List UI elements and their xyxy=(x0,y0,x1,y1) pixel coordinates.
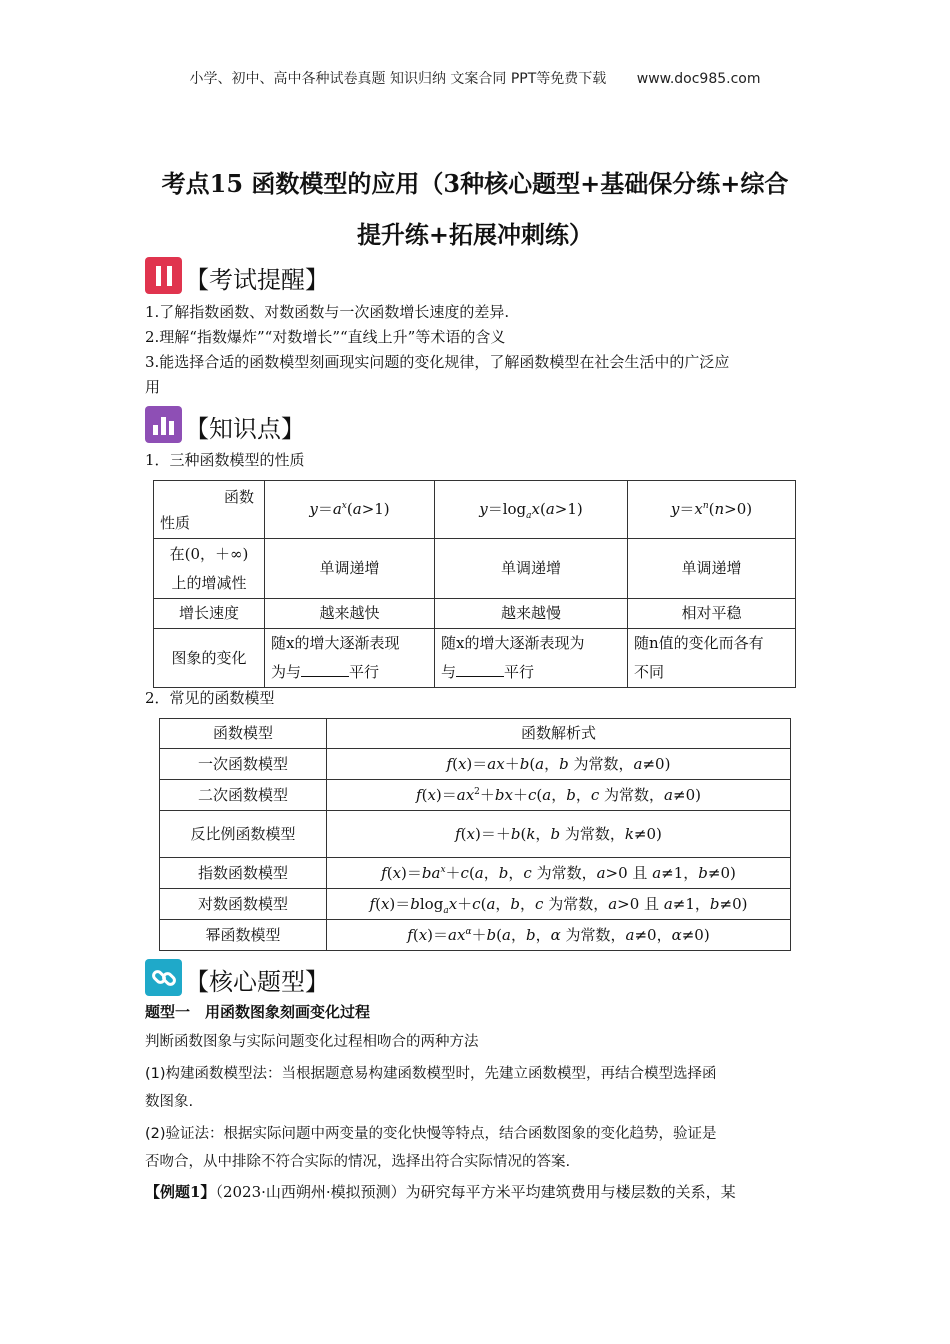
row-label-monotonic xyxy=(154,539,265,599)
formula-exponential: $f(x)=ba^x+c(a$，b，c 为常数，a>0 且 a≠1，b≠0) xyxy=(327,858,791,889)
row-label-line: 在(0，＋∞) xyxy=(169,544,249,563)
knowledge-label: 【知识点】 xyxy=(185,415,305,443)
method-line: (2)验证法：根据实际问题中两变量的变化快慢等特点，结合函数图象的变化趋势，验证是 xyxy=(145,1126,717,1142)
exam-item: 1.了解指数函数、对数函数与一次函数增长速度的差异. xyxy=(145,303,510,321)
model-name: 反比例函数模型 xyxy=(160,811,327,858)
corner-cell xyxy=(154,481,265,539)
page-header xyxy=(0,68,950,88)
model-name: 一次函数模型 xyxy=(160,749,327,780)
cell-line xyxy=(441,658,621,687)
cell-text: 为与 xyxy=(271,663,302,681)
properties-table xyxy=(153,480,796,688)
title-line-2: 提升练+拓展冲刺练） xyxy=(356,220,594,249)
cell-line: 随x的增大逐渐表现 xyxy=(271,634,400,652)
method-intro: 判断函数图象与实际问题变化过程相吻合的两种方法 xyxy=(145,1034,479,1050)
models-table xyxy=(159,718,791,951)
core-heading xyxy=(145,956,329,996)
exam-item: 2.理解“指数爆炸”“对数增长”“直线上升”等术语的含义 xyxy=(145,328,506,346)
page-title xyxy=(100,158,850,260)
table-cell: 单调递增 xyxy=(265,539,435,599)
cell-text: 平行 xyxy=(349,663,380,681)
fill-blank xyxy=(301,662,349,677)
header-url[interactable]: www.doc985.com xyxy=(636,71,761,87)
col-head-formula: 函数解析式 xyxy=(327,719,791,749)
exam-reminder-label: 【考试提醒】 xyxy=(185,266,329,294)
model-name: 对数函数模型 xyxy=(160,889,327,920)
model-name: 二次函数模型 xyxy=(160,780,327,811)
cell-text: 与 xyxy=(441,663,457,681)
header-exp: $y=a^x(a>1)$ xyxy=(265,481,435,539)
change-power-cell xyxy=(628,629,796,688)
core-label: 【核心题型】 xyxy=(185,968,329,996)
knowledge-heading xyxy=(145,403,305,443)
row-label-line: 上的增减性 xyxy=(171,573,247,592)
table-cell: 相对平稳 xyxy=(628,599,796,629)
method-line: 数图象. xyxy=(145,1094,194,1110)
formula-power: $f(x)=ax^\alpha+b(a$，b，α 为常数，a≠0，α≠0) xyxy=(327,920,791,951)
change-exp-cell xyxy=(265,629,435,688)
method-line: 否吻合，从中排除不符合实际的情况，选择出符合实际情况的答案. xyxy=(145,1154,571,1170)
title-line-1: 考点15 函数模型的应用（3种核心题型+基础保分练+综合 xyxy=(161,169,789,198)
change-log-cell xyxy=(435,629,628,688)
header-log: $y=\log_ax(a>1)$ xyxy=(435,481,628,539)
method-1 xyxy=(145,1060,815,1116)
formula-logarithmic: f(x)＝blog$_a$x＋c(a，b，c 为常数，a>0 且 a≠1，b≠0) xyxy=(327,889,791,920)
cell-line: 不同 xyxy=(634,663,665,681)
fill-blank xyxy=(456,662,504,677)
exam-item: 3.能选择合适的函数模型刻画现实问题的变化规律，了解函数模型在社会生活中的广泛应 xyxy=(145,353,730,371)
col-head-model: 函数模型 xyxy=(160,719,327,749)
corner-bottom: 性质 xyxy=(160,513,191,532)
formula-inverse: f(x)＝＋b(k，b 为常数，k≠0) xyxy=(327,811,791,858)
exam-reminder-heading xyxy=(145,254,329,294)
method-2 xyxy=(145,1120,815,1176)
header-power: $y=x^n(n>0)$ xyxy=(628,481,796,539)
method-line: (1)构建函数模型法：当根据题意易构建函数模型时，先建立函数模型，再结合模型选择函 xyxy=(145,1066,717,1082)
example-1 xyxy=(145,1180,815,1205)
table-cell: 越来越慢 xyxy=(435,599,628,629)
table-cell: 单调递增 xyxy=(628,539,796,599)
link-icon xyxy=(145,959,182,996)
exam-item: 用 xyxy=(145,378,161,396)
cell-line: 随n值的变化而各有 xyxy=(634,634,764,652)
table1-heading: 1．三种函数模型的性质 xyxy=(145,451,305,469)
table-cell: 单调递增 xyxy=(435,539,628,599)
bar-chart-icon xyxy=(145,406,182,443)
row-label-speed: 增长速度 xyxy=(154,599,265,629)
table2-heading: 2．常见的函数模型 xyxy=(145,689,275,707)
table-cell: 越来越快 xyxy=(265,599,435,629)
cell-line: 随x的增大逐渐表现为 xyxy=(441,634,585,652)
example-text: （2023·山西朔州·模拟预测）为研究每平方米平均建筑费用与楼层数的关系，某 xyxy=(215,1183,736,1201)
formula-linear: f(x)＝ax＋b(a，b 为常数，a≠0) xyxy=(327,749,791,780)
model-name: 指数函数模型 xyxy=(160,858,327,889)
example-label: 【例题1】 xyxy=(145,1183,216,1201)
cell-text: 平行 xyxy=(504,663,535,681)
pause-icon xyxy=(145,257,182,294)
model-name: 幂函数模型 xyxy=(160,920,327,951)
header-text: 小学、初中、高中各种试卷真题 知识归纳 文案合同 PPT等免费下载 xyxy=(189,71,607,87)
cell-line xyxy=(271,658,428,687)
formula-quadratic: $f(x)=ax^2+bx+c(a$，b，c 为常数，a≠0) xyxy=(327,780,791,811)
question-type-1: 题型一 用函数图象刻画变化过程 xyxy=(145,1003,371,1021)
corner-top: 函数 xyxy=(223,487,254,506)
row-label-change: 图象的变化 xyxy=(154,629,265,688)
